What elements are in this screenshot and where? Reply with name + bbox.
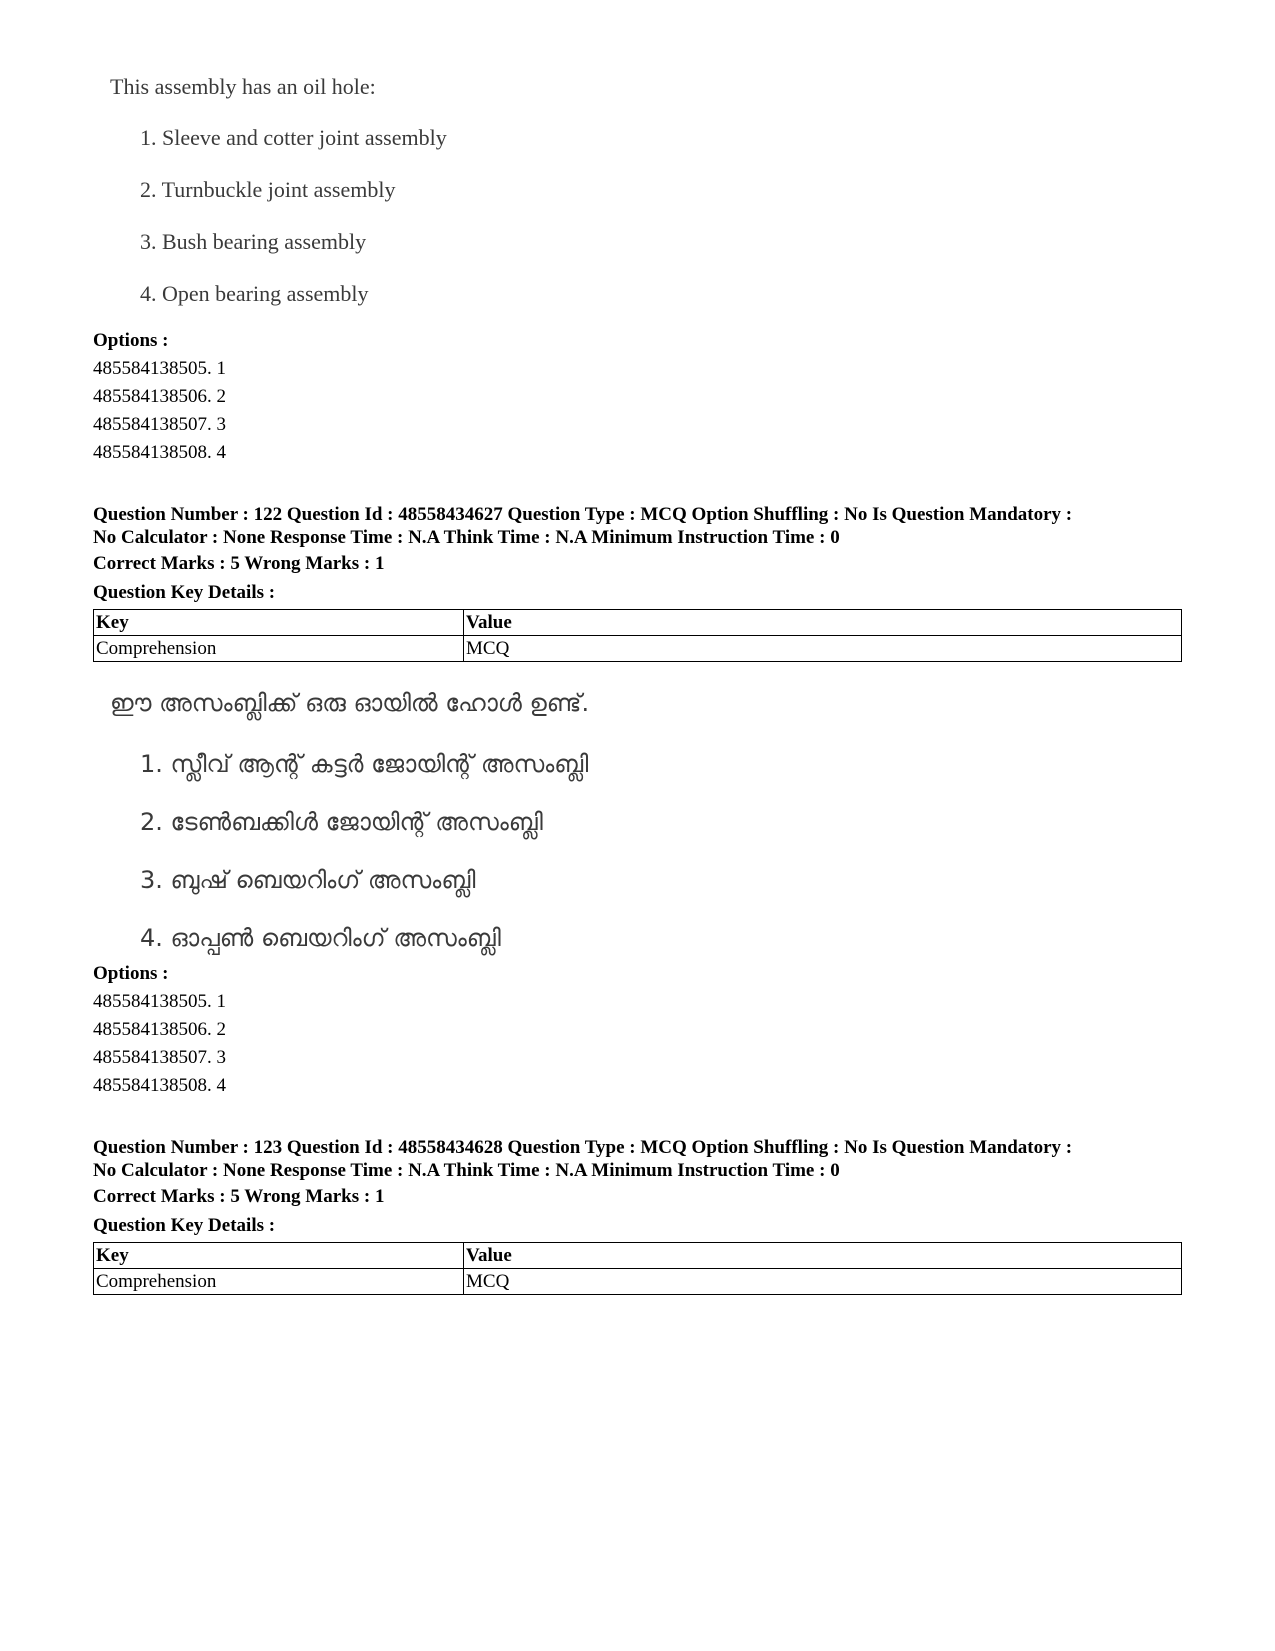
table-header-row: [94, 610, 1182, 636]
table-header-row: [94, 1243, 1182, 1269]
question-123-key-table: [93, 1242, 1182, 1295]
option-id: 485584138508. 4: [93, 1075, 226, 1096]
question-meta-line: Question Number : 122 Question Id : 48558434627 Question Type : MCQ Option Shuffling : No Is Question Mandatory :: [93, 504, 1073, 525]
question-option-item: 4. Open bearing assembly: [140, 281, 369, 306]
key-details-label: Question Key Details :: [93, 582, 276, 603]
question-123-meta: [93, 1136, 1072, 1240]
options-label: Options :: [93, 963, 169, 984]
table-header-cell: Value: [464, 610, 1182, 636]
table-cell: MCQ: [464, 636, 1182, 662]
option-id: 485584138505. 1: [93, 358, 226, 379]
question-meta-line: Question Number : 123 Question Id : 48558434628 Question Type : MCQ Option Shuffling : No Is Question Mandatory :: [93, 1137, 1073, 1158]
option-id: 485584138505. 1: [93, 991, 226, 1012]
question-122-meta: [93, 503, 1072, 607]
question-meta-line: No Calculator : None Response Time : N.A Think Time : N.A Minimum Instruction Time : 0: [93, 527, 840, 548]
marks-line: Correct Marks : 5 Wrong Marks : 1: [93, 1186, 385, 1207]
question-option-item: 2. ടേൺബക്കിൾ ജോയിന്റ് അസംബ്ലി: [140, 808, 543, 836]
question-122-image: [110, 685, 589, 967]
q121-options: [93, 327, 226, 467]
key-details-label: Question Key Details :: [93, 1215, 276, 1236]
question-option-item: 1. Sleeve and cotter joint assembly: [140, 125, 447, 150]
option-id: 485584138508. 4: [93, 442, 226, 463]
option-id: 485584138506. 2: [93, 386, 226, 407]
question-stem: ഈ അസംബ്ലിക്ക് ഒരു ഓയിൽ ഹോൾ ഉണ്ട്.: [110, 689, 590, 717]
question-option-list: [110, 735, 589, 967]
table-header-cell: Value: [464, 1243, 1182, 1269]
question-121-image: [110, 72, 447, 320]
question-option-item: 3. Bush bearing assembly: [140, 229, 367, 254]
marks-line: Correct Marks : 5 Wrong Marks : 1: [93, 553, 385, 574]
question-option-item: 2. Turnbuckle joint assembly: [140, 177, 396, 202]
question-122-key-table: [93, 609, 1182, 662]
option-id: 485584138506. 2: [93, 1019, 226, 1040]
question-option-item: 3. ബുഷ് ബെയറിംഗ് അസംബ്ലി: [140, 866, 476, 894]
q122-options: [93, 960, 226, 1100]
question-option-item: 1. സ്ലീവ് ആന്റ് കട്ടർ ജോയിന്റ് അസംബ്ലി: [140, 750, 589, 778]
question-option-list: [110, 112, 447, 320]
table-cell: Comprehension: [94, 1269, 464, 1295]
option-id: 485584138507. 3: [93, 414, 226, 435]
table-cell: MCQ: [464, 1269, 1182, 1295]
table-row: [94, 1269, 1182, 1295]
table-header-cell: Key: [94, 610, 464, 636]
question-meta-line: No Calculator : None Response Time : N.A Think Time : N.A Minimum Instruction Time : 0: [93, 1160, 840, 1181]
options-label: Options :: [93, 330, 169, 351]
question-stem: This assembly has an oil hole:: [110, 74, 376, 99]
option-id: 485584138507. 3: [93, 1047, 226, 1068]
table-header-cell: Key: [94, 1243, 464, 1269]
table-row: [94, 636, 1182, 662]
question-option-item: 4. ഓപ്പൺ ബെയറിംഗ് അസംബ്ലി: [140, 924, 501, 952]
table-cell: Comprehension: [94, 636, 464, 662]
